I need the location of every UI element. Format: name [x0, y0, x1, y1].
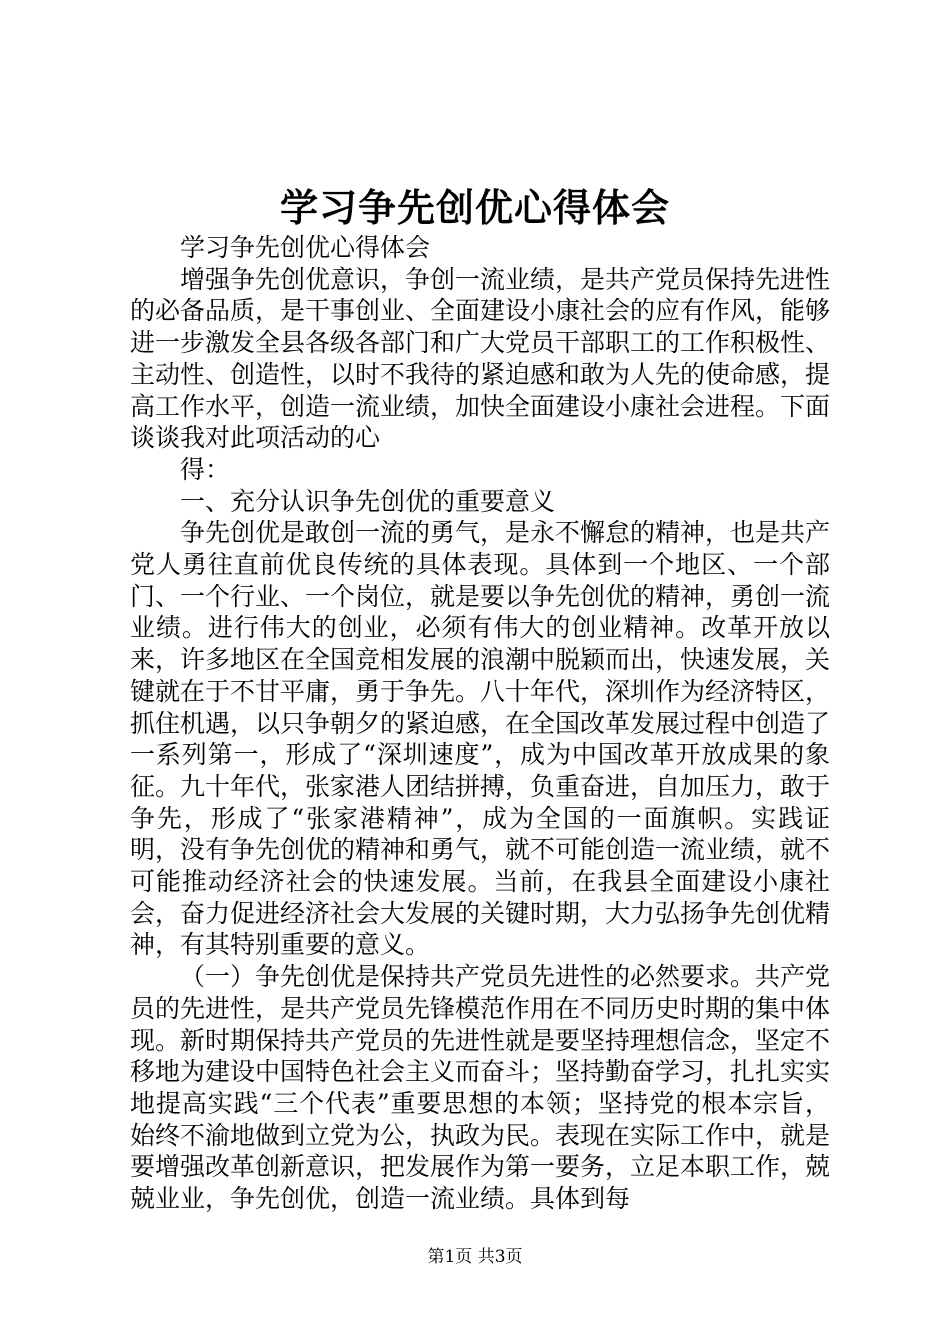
- intro-paragraph-continued: 得：: [180, 454, 231, 484]
- body-paragraph: 争先创优是敢创一流的勇气，是永不懈怠的精神，也是共产党人勇往直前优良传统的具体表现。具体到一个地区、一个部门、一个行业、一个岗位，就是要以争先创优的精神，勇创一流业绩。进行伟大的创业，必须有伟大的创业精神。改革开放以来，许多地区在全国竞相发展的浪潮中脱颖而出，快速发展，关键就在于不甘平庸，勇于争先。八十年代，深圳作为经济特区，抓住机遇，以只争朝夕的紧迫感，在全国改革发展过程中创造了一系列第一，形成了“深圳速度”，成为中国改革开放成果的象征。九十年代，张家港人团结拼搏，负重奋进，自加压力，敢于争先，形成了“张家港精神”，成为全国的一面旗帜。实践证明，没有争先创优的精神和勇气，就不可能创造一流业绩，就不可能推动经济社会的快速发展。当前，在我县全面建设小康社会，奋力促进经济社会大发展的关键时期，大力弘扬争先创优精神，有其特别重要的意义。: [130, 518, 831, 960]
- body-paragraph: （一）争先创优是保持共产党员先进性的必然要求。共产党员的先进性，是共产党员先锋模范作用在不同历史时期的集中体现。新时期保持共产党员的先进性就是要坚持理想信念，坚定不移地为建设中国特色社会主义而奋斗；坚持勤奋学习，扎扎实实地提高实践“三个代表”重要思想的本领；坚持党的根本宗旨，始终不渝地做到立党为公，执政为民。表现在实际工作中，就是要增强改革创新意识，把发展作为第一要务，立足本职工作，兢兢业业，争先创优，创造一流业绩。具体到每: [130, 962, 831, 1214]
- intro-paragraph: 增强争先创优意识，争创一流业绩，是共产党员保持先进性的必备品质，是干事创业、全面建设小康社会的应有作风，能够进一步激发全县各级各部门和广大党员干部职工的工作积极性、主动性、创造性，以时不我待的紧迫感和敢为人先的使命感，提高工作水平，创造一流业绩，加快全面建设小康社会进程。下面谈谈我对此项活动的心: [130, 264, 831, 453]
- subtitle-paragraph: 学习争先创优心得体会: [180, 233, 431, 262]
- section-heading: 一、充分认识争先创优的重要意义: [180, 486, 556, 516]
- document-body: [130, 232, 830, 1215]
- document-title: 学习争先创优心得体会: [279, 186, 670, 230]
- page-footer: 第1页 共3页: [427, 1247, 523, 1267]
